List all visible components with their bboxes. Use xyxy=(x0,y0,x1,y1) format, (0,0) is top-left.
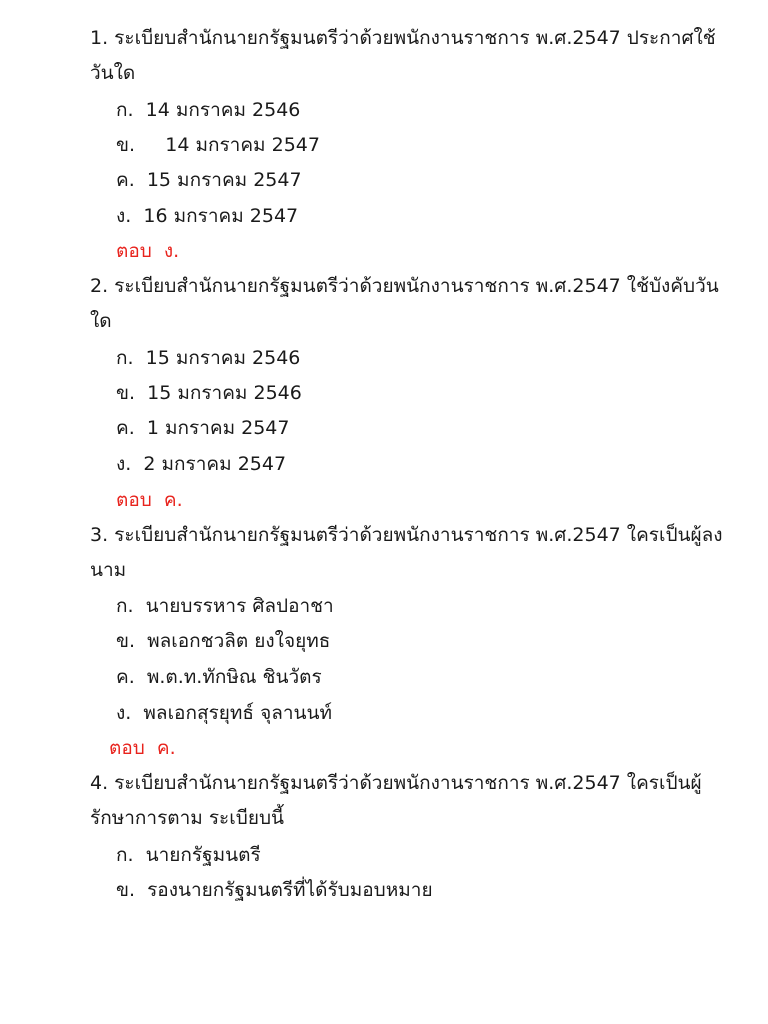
question-2-option-d: ง. 2 มกราคม 2547 xyxy=(116,453,287,475)
question-3-answer: ตอบ ค. xyxy=(109,737,176,759)
question-4-option-b: ข. รองนายกรัฐมนตรีที่ได้รับมอบหมาย xyxy=(116,879,433,901)
question-1-option-c: ค. 15 มกราคม 2547 xyxy=(116,169,302,191)
question-3-option-c: ค. พ.ต.ท.ทักษิณ ชินวัตร xyxy=(116,666,322,688)
question-4-option-a: ก. นายกรัฐมนตรี xyxy=(116,844,261,866)
question-3-option-a: ก. นายบรรหาร ศิลปอาชา xyxy=(116,595,334,617)
question-4-text: 4. ระเบียบสำนักนายกรัฐมนตรีว่าด้วยพนักงานราชการ พ.ศ.2547 ใครเป็นผู้รักษาการตาม ระเบียบนี้ xyxy=(90,772,702,829)
question-1-option-a: ก. 14 มกราคม 2546 xyxy=(116,99,301,121)
question-1-text: 1. ระเบียบสำนักนายกรัฐมนตรีว่าด้วยพนักงานราชการ พ.ศ.2547 ประกาศใช้วันใด xyxy=(90,27,716,84)
question-2-text: 2. ระเบียบสำนักนายกรัฐมนตรีว่าด้วยพนักงานราชการ พ.ศ.2547 ใช้บังคับวันใด xyxy=(90,275,719,332)
question-3-option-d: ง. พลเอกสุรยุทธ์ จุลานนท์ xyxy=(116,702,333,724)
question-1-option-b: ข. 14 มกราคม 2547 xyxy=(116,134,320,156)
question-2-option-c: ค. 1 มกราคม 2547 xyxy=(116,417,290,439)
question-3-option-b: ข. พลเอกชวลิต ยงใจยุทธ xyxy=(116,630,331,652)
question-2-answer: ตอบ ค. xyxy=(116,489,183,511)
question-2-option-a: ก. 15 มกราคม 2546 xyxy=(116,347,301,369)
question-3-text: 3. ระเบียบสำนักนายกรัฐมนตรีว่าด้วยพนักงานราชการ พ.ศ.2547 ใครเป็นผู้ลงนาม xyxy=(90,524,723,581)
question-2-option-b: ข. 15 มกราคม 2546 xyxy=(116,382,302,404)
question-1-answer: ตอบ ง. xyxy=(116,240,180,262)
question-1-option-d: ง. 16 มกราคม 2547 xyxy=(116,205,299,227)
